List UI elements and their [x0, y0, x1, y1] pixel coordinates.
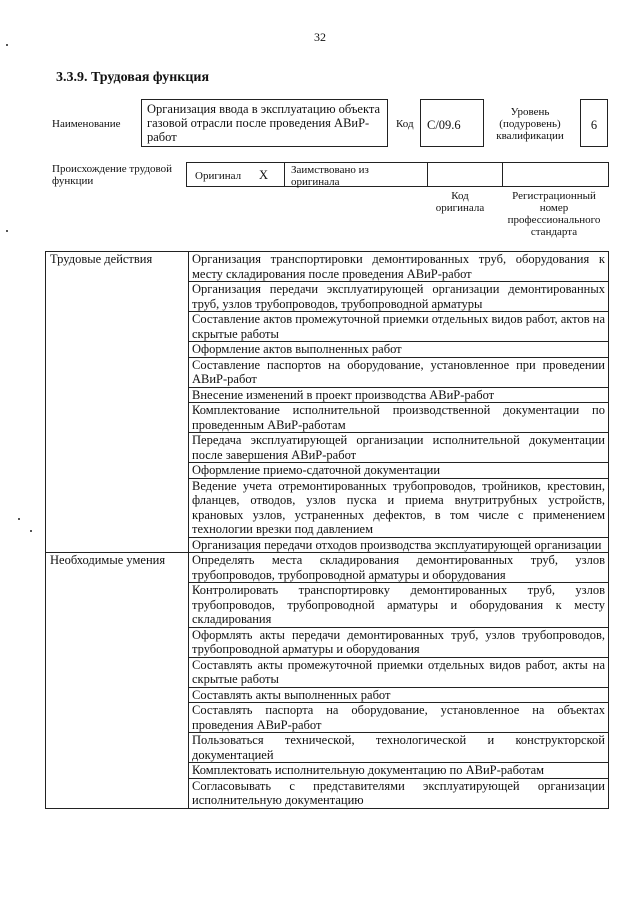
reg-caption: Регистрационный номер профессионального стандарта	[507, 190, 601, 238]
level-value: 6	[580, 99, 608, 147]
list-item: Составление актов промежуточной приемки отдельных видов работ, актов на скрытые работы	[189, 312, 609, 342]
borrowed-label: Заимствовано из оригинала	[291, 164, 369, 188]
divider	[427, 163, 428, 186]
name-value: Организация ввода в эксплуатацию объекта газовой отрасли после проведения АВиР-работ	[141, 99, 388, 147]
origin-label: Происхождение трудовой функции	[52, 163, 173, 187]
list-item: Комплектование исполнительной производственной документации по проведенным АВиР-работам	[189, 403, 609, 433]
list-item: Организация транспортировки демонтированных труб, оборудования к месту складирования после проведения АВиР-работ	[189, 252, 609, 282]
table-row	[46, 252, 609, 282]
list-item: Составлять акты промежуточной приемки отдельных видов работ, акты на скрытые работы	[189, 657, 609, 687]
section-title-skills: Необходимые умения	[46, 553, 189, 809]
list-item: Определять места складирования демонтированных труб, узлов трубопроводов, трубопроводной арматуры и оборудования	[189, 553, 609, 583]
divider	[284, 163, 285, 186]
list-item: Внесение изменений в проект производства АВиР-работ	[189, 387, 609, 403]
list-item: Передача эксплуатирующей организации исполнительной документации после завершения АВиР-работ	[189, 433, 609, 463]
original-label: Оригинал	[195, 170, 242, 182]
origin-row	[186, 162, 609, 187]
list-item: Оформление актов выполненных работ	[189, 342, 609, 358]
scan-speck	[30, 530, 32, 532]
original-mark: X	[259, 168, 269, 182]
table-row	[46, 553, 609, 583]
divider	[502, 163, 503, 186]
list-item: Организация передачи отходов производства эксплуатирующей организации	[189, 537, 609, 553]
list-item: Комплектовать исполнительную документацию по АВиР-работам	[189, 763, 609, 779]
scan-speck	[6, 44, 8, 46]
section-title: 3.3.9. Трудовая функция	[56, 70, 210, 85]
scan-speck	[6, 230, 8, 232]
code-caption: Код оригинала	[435, 190, 485, 214]
function-table	[45, 251, 609, 809]
code-value: C/09.6	[420, 99, 484, 147]
list-item: Пользоваться технической, технологической и конструкторской документацией	[189, 733, 609, 763]
list-item: Согласовывать с представителями эксплуатирующей организации исполнительную документацию	[189, 778, 609, 808]
list-item: Ведение учета отремонтированных трубопроводов, тройников, крестовин, фланцев, отводов, узлов пуска и приема внутритрубных устройств, крановых узлов, устраненных дефектов, в том числе с применением технологии врезки под давлением	[189, 478, 609, 537]
code-label: Код	[396, 118, 414, 130]
page-number: 32	[314, 30, 326, 44]
level-label: Уровень (подуровень) квалификации	[496, 106, 564, 142]
list-item: Оформление приемо-сдаточной документации	[189, 463, 609, 479]
scan-speck	[18, 518, 20, 520]
list-item: Составлять паспорта на оборудование, установленное на объектах проведения АВиР-работ	[189, 703, 609, 733]
section-title-actions: Трудовые действия	[46, 252, 189, 553]
list-item: Оформлять акты передачи демонтированных труб, узлов трубопроводов, трубопроводной арматуры и оборудования	[189, 627, 609, 657]
list-item: Составлять акты выполненных работ	[189, 687, 609, 703]
list-item: Составление паспортов на оборудование, установленное при проведении АВиР-работ	[189, 357, 609, 387]
list-item: Организация передачи эксплуатирующей организации демонтированных труб, узлов трубопроводов, трубопроводной арматуры	[189, 282, 609, 312]
list-item: Контролировать транспортировку демонтированных труб, узлов трубопроводов, трубопроводной арматуры и оборудования к месту складирования	[189, 583, 609, 628]
name-label: Наименование	[52, 118, 121, 130]
